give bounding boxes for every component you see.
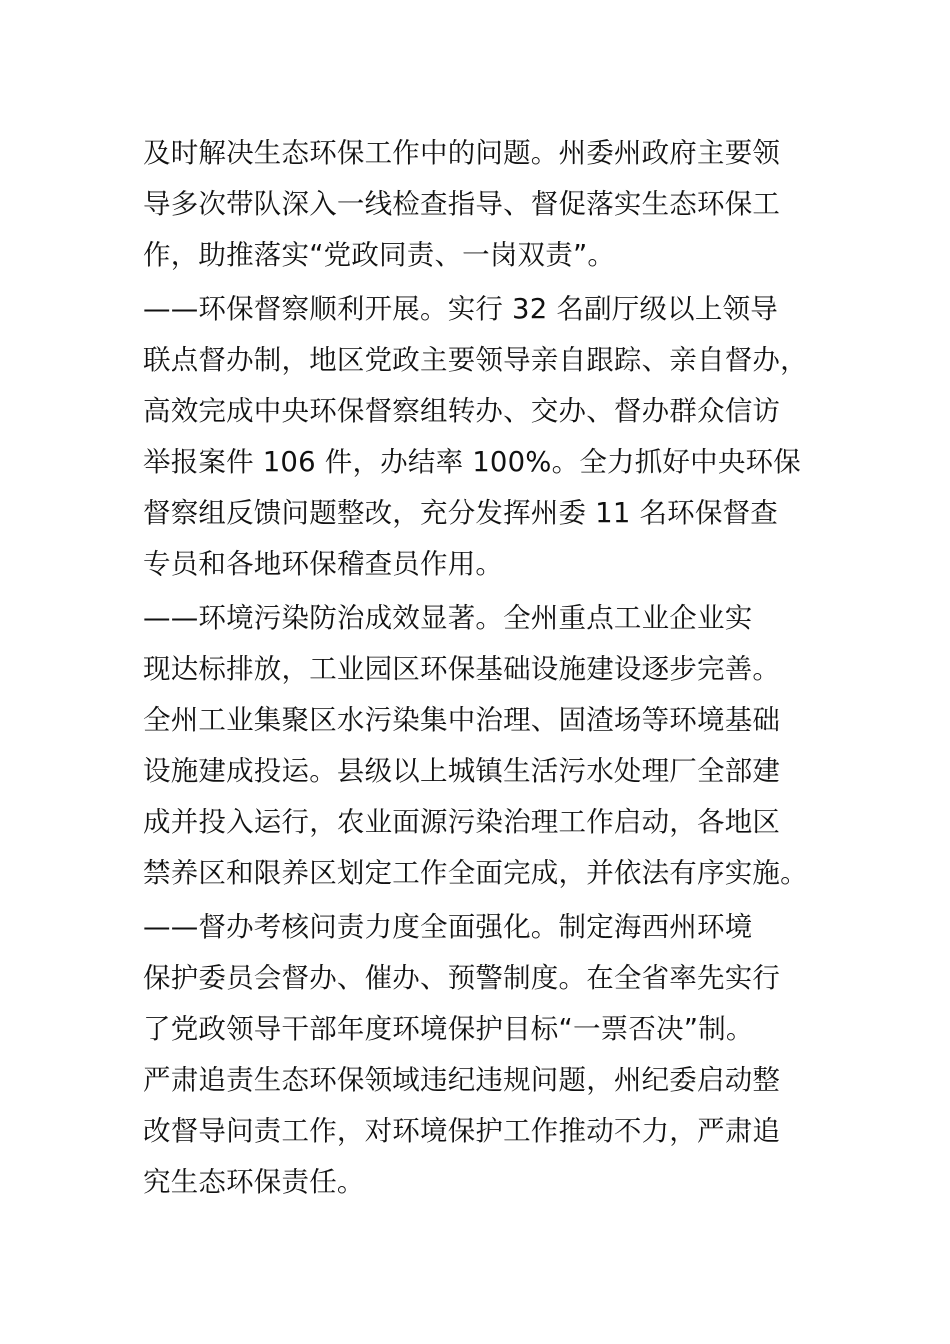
paragraph-responsibility [143,128,843,281]
paragraph-pollution-control [143,593,843,899]
text-line: 高效完成中央环保督察组转办、交办、督办群众信访 [143,395,781,427]
text-line: 现达标排放，工业园区环保基础设施建设逐步完善。 [143,653,781,685]
text-line: 专员和各地环保稽查员作用。 [143,548,504,580]
text-line: 成并投入运行，农业面源污染治理工作启动，各地区 [143,806,781,838]
text-line: ——督办考核问责力度全面强化。制定海西州环境 [143,911,753,943]
text-line: 督察组反馈问题整改，充分发挥州委 11 名环保督查 [143,497,778,529]
text-line: 禁养区和限养区划定工作全面完成，并依法有序实施。 [143,857,808,889]
text-line: ——环保督察顺利开展。实行 32 名副厅级以上领导 [143,293,778,325]
text-line: 保护委员会督办、催办、预警制度。在全省率先实行 [143,962,781,994]
text-line: 改督导问责工作，对环境保护工作推动不力，严肃追 [143,1115,781,1147]
text-line: 设施建成投运。县级以上城镇生活污水处理厂全部建 [143,755,781,787]
text-line: 究生态环保责任。 [143,1166,365,1198]
text-line: ——环境污染防治成效显著。全州重点工业企业实 [143,602,753,634]
text-line: 严肃追责生态环保领域违纪违规问题，州纪委启动整 [143,1064,781,1096]
text-line: 导多次带队深入一线检查指导、督促落实生态环保工 [143,188,781,220]
text-line: 联点督办制，地区党政主要领导亲自跟踪、亲自督办， [143,344,808,376]
text-line: 全州工业集聚区水污染集中治理、固渣场等环境基础 [143,704,781,736]
text-line: 举报案件 106 件，办结率 100%。全力抓好中央环保 [143,446,801,478]
text-line: 及时解决生态环保工作中的问题。州委州政府主要领 [143,137,781,169]
paragraph-inspection [143,284,843,590]
paragraph-accountability [143,902,843,1208]
document-body [143,128,843,1208]
text-line: 作，助推落实“党政同责、一岗双责”。 [143,239,616,271]
text-line: 了党政领导干部年度环境保护目标“一票否决”制。 [143,1013,754,1045]
